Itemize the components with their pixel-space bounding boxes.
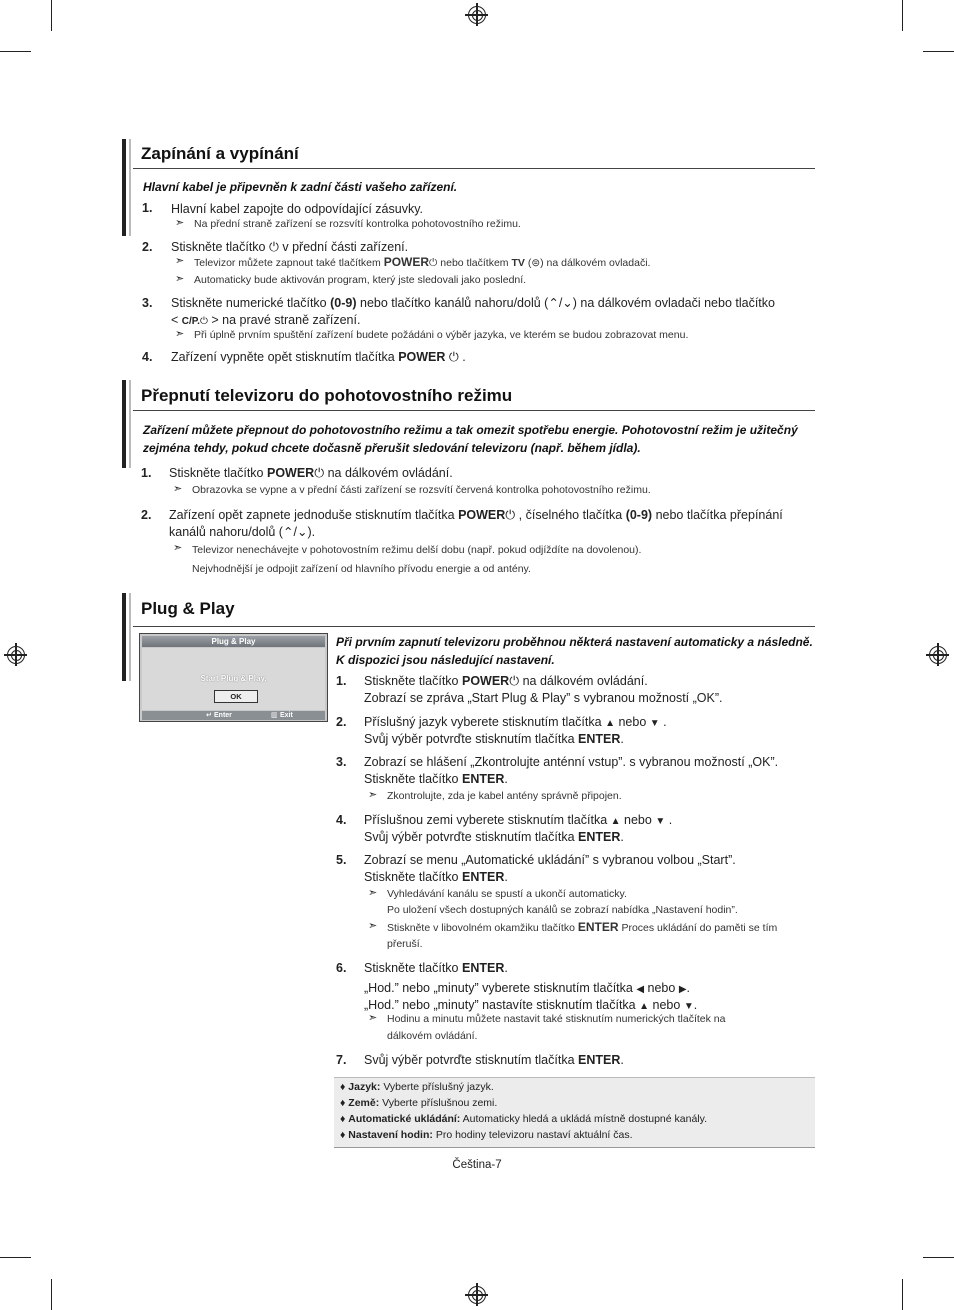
- exit-icon: ▥: [271, 712, 278, 719]
- up-arrow-icon: ▲: [610, 816, 621, 827]
- step-text: Hlavní kabel zapojte do odpovídající zásuvky.: [171, 202, 423, 216]
- step-number: 4.: [336, 813, 347, 827]
- step-text: „Hod.” nebo „minuty” nastavíte stisknutím tlačítka ▲ nebo ▼.: [364, 998, 698, 1012]
- step-number: 1.: [336, 674, 347, 688]
- step-number: 2.: [142, 240, 153, 254]
- step-text: Příslušnou zemi vyberete stisknutím tlačítka ▲ nebo ▼ .: [364, 813, 673, 827]
- crop-mark: [51, 0, 52, 31]
- note-arrow-icon: ➣: [173, 483, 183, 495]
- step-note: Zkontrolujte, zda je kabel antény správně připojen.: [387, 790, 622, 802]
- step-text: Stiskněte tlačítko POWER⏻ na dálkovém ovládání.: [169, 466, 453, 480]
- note-arrow-icon: ➣: [173, 542, 183, 554]
- crop-mark: [923, 51, 954, 52]
- step-number: 4.: [142, 350, 153, 364]
- chevron-left-icon: <: [171, 313, 179, 327]
- enter-icon: ↵: [206, 712, 212, 719]
- section-rule: [133, 168, 815, 169]
- step-text: Zobrazí se hlášení „Zkontrolujte anténní vstup”. s vybranou možností „OK”.: [364, 755, 779, 769]
- screen-title: Plug & Play: [142, 636, 325, 647]
- power-icon: ⏻: [509, 674, 520, 688]
- section-bar: [129, 593, 131, 681]
- step-text: Příslušný jazyk vyberete stisknutím tlačítka ▲ nebo ▼ .: [364, 715, 667, 729]
- power-icon: ⏻: [429, 257, 438, 269]
- section-rule: [133, 410, 815, 411]
- registration-mark-icon: [929, 646, 947, 664]
- channel-down-icon: ⌄: [296, 525, 308, 539]
- step-text: Svůj výběr potvrďte stisknutím tlačítka ENTER.: [364, 732, 624, 746]
- step-text: Zařízení opět zapnete jednoduše stisknutím tlačítka POWER⏻ , číselného tlačítka (0-9) nebo tlačítka přepínání: [169, 508, 783, 522]
- note-arrow-icon: ➣: [175, 255, 185, 267]
- diamond-bullet-icon: ♦: [340, 1097, 346, 1109]
- registration-mark-icon: [468, 6, 486, 24]
- note-arrow-icon: ➣: [175, 273, 185, 285]
- step-number: 1.: [141, 466, 152, 480]
- step-text: Stiskněte tlačítko ENTER.: [364, 772, 508, 786]
- step-number: 7.: [336, 1053, 347, 1067]
- section-bar: [122, 139, 126, 236]
- registration-mark-icon: [7, 646, 25, 664]
- step-number: 2.: [336, 715, 347, 729]
- legend-item: ♦ Země: Vyberte příslušnou zemi.: [340, 1097, 498, 1109]
- step-note: Po uložení všech dostupných kanálů se zobrazí nabídka „Nastavení hodin”.: [387, 904, 738, 916]
- note-arrow-icon: ➣: [175, 217, 185, 229]
- crop-mark: [902, 1279, 903, 1310]
- screen-body: [142, 648, 325, 710]
- step-note: Stiskněte v libovolném okamžiku tlačítko ENTER Proces ukládání do paměti se tím: [387, 920, 778, 934]
- note-arrow-icon: ➣: [368, 887, 378, 899]
- legend-item: ♦ Automatické ukládání: Automaticky hledá a ukládá místně dostupné kanály.: [340, 1113, 708, 1125]
- section-intro: Při prvním zapnutí televizoru proběhnou některá nastavení automaticky a následně. K dispozici jsou následující nastavení.: [336, 635, 813, 667]
- step-text: < C/P.⏻ > na pravé straně zařízení.: [171, 313, 361, 327]
- step-text: Zobrazí se menu „Automatické ukládání” s vybranou volbou „Start”.: [364, 853, 736, 867]
- screen-exit-label: Exit: [280, 712, 293, 719]
- step-number: 3.: [142, 296, 153, 310]
- step-number: 6.: [336, 961, 347, 975]
- up-arrow-icon: ▲: [605, 718, 615, 729]
- power-icon: ⏻: [505, 508, 516, 522]
- step-note: Při úplně prvním spuštění zařízení budete požádáni o výběr jazyka, ve kterém se budou zobrazovat menu.: [194, 329, 689, 341]
- step-note: Automaticky bude aktivován program, který jste sledovali jako poslední.: [194, 274, 527, 286]
- registration-mark-icon: [468, 1286, 486, 1304]
- step-note: Televizor můžete zapnout také tlačítkem POWER⏻ nebo tlačítkem TV (⊜) na dálkovém ovladači.: [194, 255, 651, 269]
- step-note: dálkovém ovládání.: [387, 1030, 478, 1042]
- up-arrow-icon: ▲: [639, 1001, 650, 1012]
- section-bar: [122, 593, 126, 681]
- note-arrow-icon: ➣: [368, 920, 378, 932]
- section-bar: [129, 139, 131, 236]
- section-title: Plug & Play: [141, 599, 235, 618]
- section-intro: Zařízení můžete přepnout do pohotovostního režimu a tak omezit spotřebu energie. Pohotovostní režim je užitečný zejména tehdy, pokud chcete dočasně přerušit sledování televizoru (např. během jídla).: [143, 423, 798, 455]
- step-note: Hodinu a minutu můžete nastavit také stisknutím numerických tlačítek na: [387, 1013, 726, 1025]
- section-title: Přepnutí televizoru do pohotovostního režimu: [141, 386, 513, 405]
- chevron-right-icon: >: [211, 313, 219, 327]
- screen-footer: [142, 711, 325, 720]
- step-note: přeruší.: [387, 938, 423, 950]
- crop-mark: [923, 1257, 954, 1258]
- power-icon: ⏻: [448, 350, 459, 364]
- crop-mark: [902, 0, 903, 31]
- power-icon: ⏻: [199, 316, 208, 327]
- step-text: Zařízení vypněte opět stisknutím tlačítka POWER ⏻ .: [171, 350, 466, 364]
- step-number: 1.: [142, 201, 153, 215]
- down-arrow-icon: ▼: [649, 718, 660, 729]
- section-bar: [129, 380, 131, 468]
- step-text: Svůj výběr potvrďte stisknutím tlačítka ENTER.: [364, 1053, 624, 1067]
- step-number: 3.: [336, 755, 347, 769]
- power-icon: ⏻: [314, 466, 325, 480]
- note-arrow-icon: ➣: [368, 789, 378, 801]
- step-text: Stiskněte tlačítko ENTER.: [364, 870, 508, 884]
- diamond-bullet-icon: ♦: [340, 1129, 346, 1141]
- diamond-bullet-icon: ♦: [340, 1081, 346, 1093]
- diamond-bullet-icon: ♦: [340, 1113, 346, 1125]
- step-text: kanálů nahoru/dolů (⌃/⌄).: [169, 525, 316, 539]
- tv-icon: ⊜: [531, 257, 541, 269]
- crop-mark: [0, 1257, 31, 1258]
- step-text: Stiskněte tlačítko POWER⏻ na dálkovém ovládání.: [364, 674, 648, 688]
- down-arrow-icon: ▼: [683, 1001, 694, 1012]
- section-intro: Hlavní kabel je připevněn k zadní části vašeho zařízení.: [143, 180, 458, 194]
- section-bar: [122, 380, 126, 468]
- page-footer: Čeština-7: [452, 1159, 502, 1171]
- down-arrow-icon: ▼: [655, 816, 666, 827]
- note-arrow-icon: ➣: [175, 328, 185, 340]
- step-text: Stiskněte tlačítko ⏻ v přední části zařízení.: [171, 240, 409, 254]
- step-note: Na přední straně zařízení se rozsvítí kontrolka pohotovostního režimu.: [194, 218, 521, 230]
- power-icon: ⏻: [268, 240, 279, 254]
- step-note: Nejvhodnější je odpojit zařízení od hlavního přívodu energie a od antény.: [192, 563, 531, 575]
- screen-enter-label: Enter: [214, 712, 232, 719]
- screen-message: Start Plug & Play.: [200, 674, 267, 683]
- step-text: „Hod.” nebo „minuty” vyberete stisknutím tlačítka ◀ nebo ▶.: [364, 981, 691, 995]
- channel-up-icon: ⌃: [548, 296, 559, 310]
- legend-item: ♦ Nastavení hodin: Pro hodiny televizoru nastaví aktuální čas.: [340, 1129, 633, 1141]
- channel-up-icon: ⌃: [282, 525, 294, 539]
- step-number: 5.: [336, 853, 347, 867]
- step-number: 2.: [141, 508, 152, 522]
- crop-mark: [0, 51, 31, 52]
- step-note: Televizor nenechávejte v pohotovostním režimu delší dobu (např. pokud odjíždíte na dovolenou).: [192, 544, 642, 556]
- note-arrow-icon: ➣: [368, 1012, 378, 1024]
- step-text: Zobrazí se zpráva „Start Plug & Play” s vybranou možností „OK”.: [364, 691, 723, 705]
- step-note: Obrazovka se vypne a v přední části zařízení se rozsvítí červená kontrolka pohotovostního režimu.: [192, 484, 651, 496]
- crop-mark: [51, 1279, 52, 1310]
- step-text: Stiskněte numerické tlačítko (0-9) nebo tlačítko kanálů nahoru/dolů (⌃/⌄) na dálkovém ovladači nebo tlačítko: [171, 296, 775, 310]
- left-arrow-icon: ◀: [636, 984, 645, 995]
- section-rule: [133, 626, 815, 627]
- step-text: Svůj výběr potvrďte stisknutím tlačítka ENTER.: [364, 830, 624, 844]
- screen-ok-button: OK: [214, 690, 258, 703]
- step-text: Stiskněte tlačítko ENTER.: [364, 961, 508, 975]
- tv-screen-illustration: [139, 633, 328, 722]
- settings-legend: [334, 1077, 815, 1148]
- right-arrow-icon: ▶: [678, 984, 687, 995]
- section-title: Zapínání a vypínání: [141, 144, 299, 163]
- legend-item: ♦ Jazyk: Vyberte příslušný jazyk.: [340, 1081, 494, 1093]
- step-note: Vyhledávání kanálu se spustí a ukončí automaticky.: [387, 888, 627, 900]
- channel-down-icon: ⌄: [562, 296, 573, 310]
